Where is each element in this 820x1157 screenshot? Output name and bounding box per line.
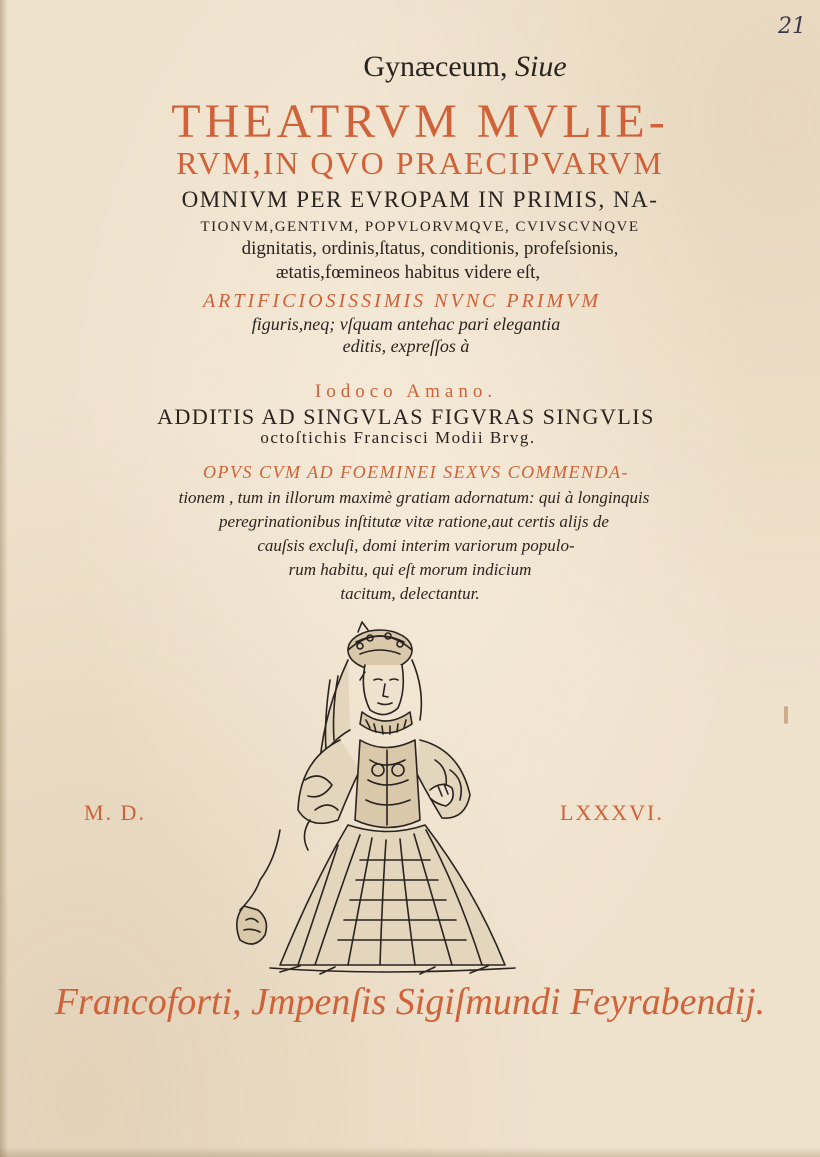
title-line-2: THEATRVM MVLIE-: [171, 95, 669, 148]
dedication-line-5: rum habitu, qui eſt morum indicium: [288, 560, 532, 579]
author-name: Iodoco Amano.: [314, 381, 498, 402]
date-right: LXXXVI.: [560, 800, 664, 825]
figures-line-1: ARTIFICIOSISSIMIS NVNC PRIMVM: [202, 290, 602, 312]
dedication-line-1: OPVS CVM AD FOEMINEI SEXVS COMMENDA-: [202, 462, 630, 482]
dedication-line-6: tacitum, delectantur.: [340, 584, 480, 603]
dedication-line-3: peregrinationibus inſtitutæ vitæ ratione,aut certis alijs de: [219, 512, 609, 531]
page-bottom-shadow: [0, 1147, 820, 1157]
title-line-1: [55, 50, 820, 84]
woman-figure-woodcut-icon: [220, 620, 550, 980]
octostichis-line: octoſtichis Francisci Modii Brvg.: [260, 428, 536, 447]
date-left: M. D.: [84, 800, 146, 825]
dedication-line-4: cauſsis excluſi, domi interim variorum populo-: [257, 536, 575, 555]
title-line-3: RVM,IN QVO PRAECIPVARVM: [176, 145, 664, 181]
figures-line-2: figuris,neq; vſquam antehac pari elegantia: [251, 314, 561, 334]
folio-number: 21: [778, 14, 806, 39]
title-line-7: ætatis,fœmineos habitus videre eſt,: [275, 262, 541, 283]
paper-stain: [784, 706, 788, 724]
title-siue: Siue: [514, 50, 567, 83]
dedication-line-2: tionem , tum in illorum maximè gratiam adornatum: qui à longinquis: [178, 488, 650, 507]
title-line-4: OMNIVM PER EVROPAM IN PRIMIS, NA-: [181, 187, 659, 212]
title-line-5: TIONVM,GENTIVM, POPVLORVMQVE, CVIVSCVNQVE: [200, 219, 640, 235]
figures-line-3: editis, expreſſos à: [342, 336, 470, 356]
additis-line: ADDITIS AD SINGVLAS FIGVRAS SINGVLIS: [157, 404, 655, 429]
title-line-6: dignitatis, ordinis,ſtatus, conditionis, profeſsionis,: [241, 238, 619, 259]
title-gynaeceum: Gynæceum,: [363, 50, 508, 83]
imprint-line: Francoforti, Jmpenſis Sigiſmundi Feyrabendij.: [54, 981, 766, 1023]
